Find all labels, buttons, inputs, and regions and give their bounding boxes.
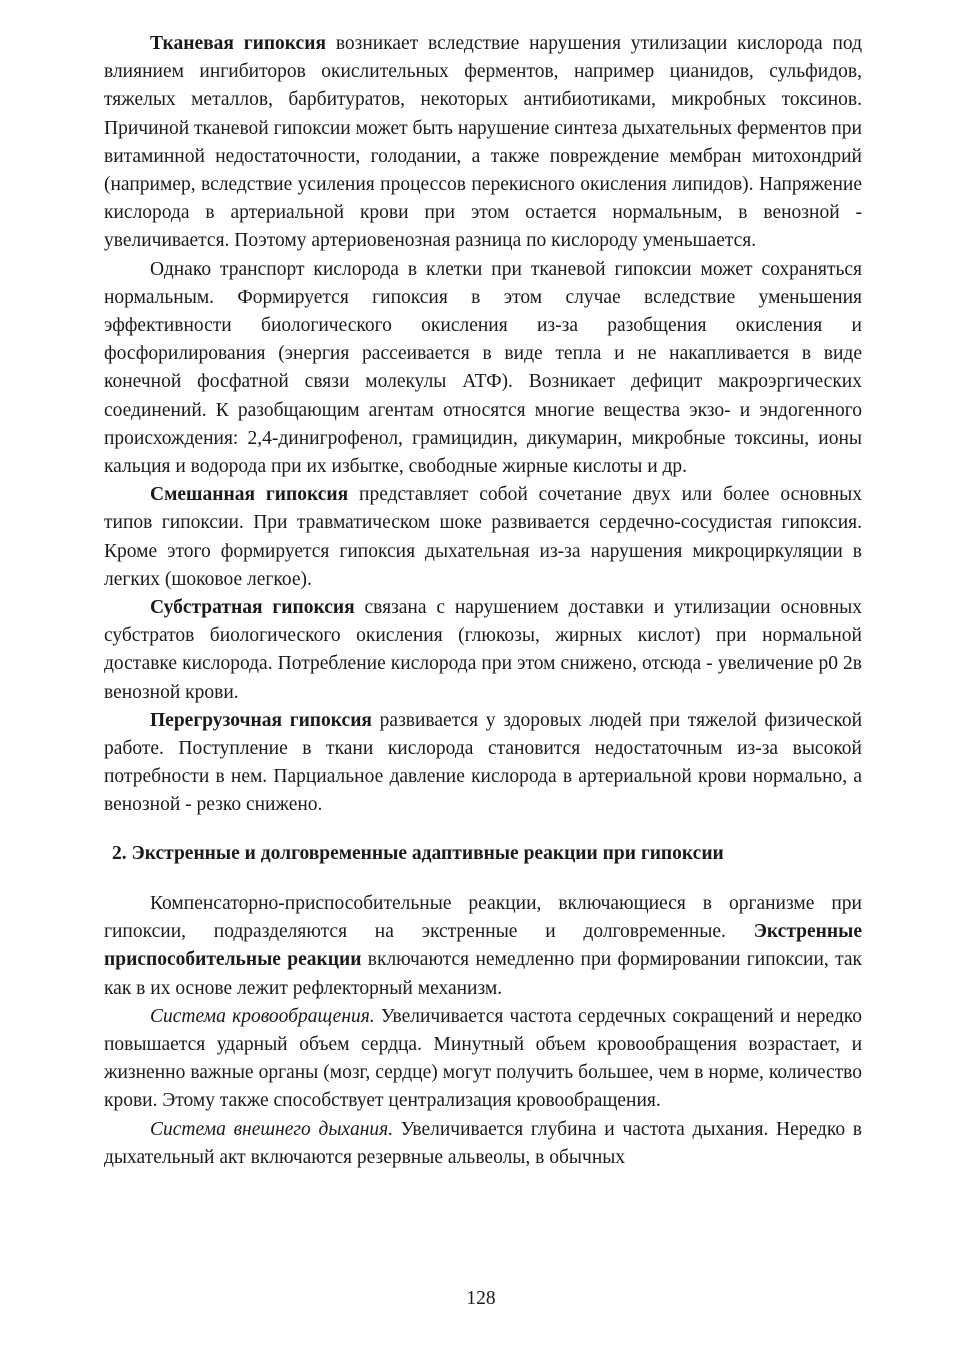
section-heading: 2. Экстренные и долговременные адаптивные реакции при гипоксии [112, 842, 724, 864]
paragraph-respiration [104, 1116, 862, 1172]
page-number: 128 [466, 1288, 496, 1309]
paragraph-substrate-hypoxia [104, 594, 862, 707]
paragraph-circulation [104, 1003, 862, 1116]
paragraph-text: Увеличивается частота сердечных сокращений и нередко повышается ударный объем сердца. Минутный объем кровообращения возрастает, и жизненно важные органы (мозг, сердце) могут получить большее, чем в норме, количество крови. Этому также способствует централизация кровообращения. [104, 1005, 863, 1112]
paragraph-text: развивается у здоровых людей при тяжелой физической работе. Поступление в ткани кислорода становится недостаточным из-за высокой потребности в нем. Парциальное давление кислорода в артериальной крови нормально, а венозной - резко снижено. [104, 709, 863, 816]
term-tissue-hypoxia: Тканевая гипоксия [150, 33, 327, 54]
paragraph-text: Компенсаторно-приспособительные реакции, включающиеся в организме при гипоксии, подразделяются на экстренные и долговременные. [104, 892, 862, 943]
paragraph-compensatory [104, 890, 862, 1003]
paragraph-text: связана с нарушением доставки и утилизации основных субстратов биологического окисления (глюкозы, жирных кислот) при нормальной доставке кислорода. Потребление кислорода при этом снижено, отсюда - увеличение р0 2в венозной крови. [104, 597, 863, 703]
term-substrate-hypoxia: Субстратная гипоксия [150, 597, 355, 619]
paragraph-text: Однако транспорт кислорода в клетки при тканевой гипоксии может сохраняться нормальным. Формируется гипоксия в этом случае вследствие уменьшения эффективности биологического окисления из-за разобщения окисления и фосфорилирования (энергия рассеивается в виде тепла и не накапливается в виде конечной фосфатной связи молекулы АТФ). Возникает дефицит макроэргических соединений. К разобщающим агентам относятся многие вещества экзо- и эндогенного происхождения: 2,4-динигрофенол, грамицидин, дикумарин, микробные токсины, ионы кальция и водорода при их избытке, свободные жирные кислоты и др. [104, 258, 862, 478]
term-overload-hypoxia: Перегрузочная гипоксия [150, 709, 372, 731]
page-body [104, 30, 862, 1172]
paragraph-tissue-hypoxia [104, 30, 862, 256]
term-emergency-reactions: Экстренные приспособительные реакции [104, 921, 862, 971]
term-mixed-hypoxia: Смешанная гипоксия [150, 484, 349, 506]
paragraph-overload-hypoxia [104, 707, 862, 820]
paragraph-text: Увеличивается глубина и частота дыхания. Нередко в дыхательный акт включаются резервные альвеолы, в обычных [104, 1118, 863, 1168]
paragraph-text: возникает вследствие нарушения утилизации кислорода под влиянием ингибиторов окислительных ферментов, например цианидов, сульфидов, тяжелых металлов, барбитуратов, некоторых антибиотиками, микробных токсинов. Причиной тканевой гипоксии может быть нарушение синтеза дыхательных ферментов при витаминной недостаточности, голодании, а также повреждение мембран митохондрий (например, вследствие усиления процессов перекисного окисления липидов). Напряжение кислорода в артериальной крови при этом остается нормальным, в венозной - увеличивается. Поэтому артериовенозная разница по кислороду уменьшается. [104, 33, 863, 252]
term-circulation-system: Система кровообращения. [150, 1005, 375, 1027]
paragraph-mixed-hypoxia [104, 481, 862, 594]
paragraph-text: включаются немедленно при формировании гипоксии, так как в их основе лежит рефлекторный механизм. [104, 949, 862, 999]
paragraph-text: представляет собой сочетание двух или более основных типов гипоксии. При травматическом шоке развивается сердечно-сосудистая гипоксия. Кроме этого формируется гипоксия дыхательная из-за нарушения микроциркуляции в легких (шоковое легкое). [104, 484, 862, 590]
paragraph-uncoupling [104, 256, 862, 482]
term-respiration-system: Система внешнего дыхания. [150, 1118, 394, 1140]
